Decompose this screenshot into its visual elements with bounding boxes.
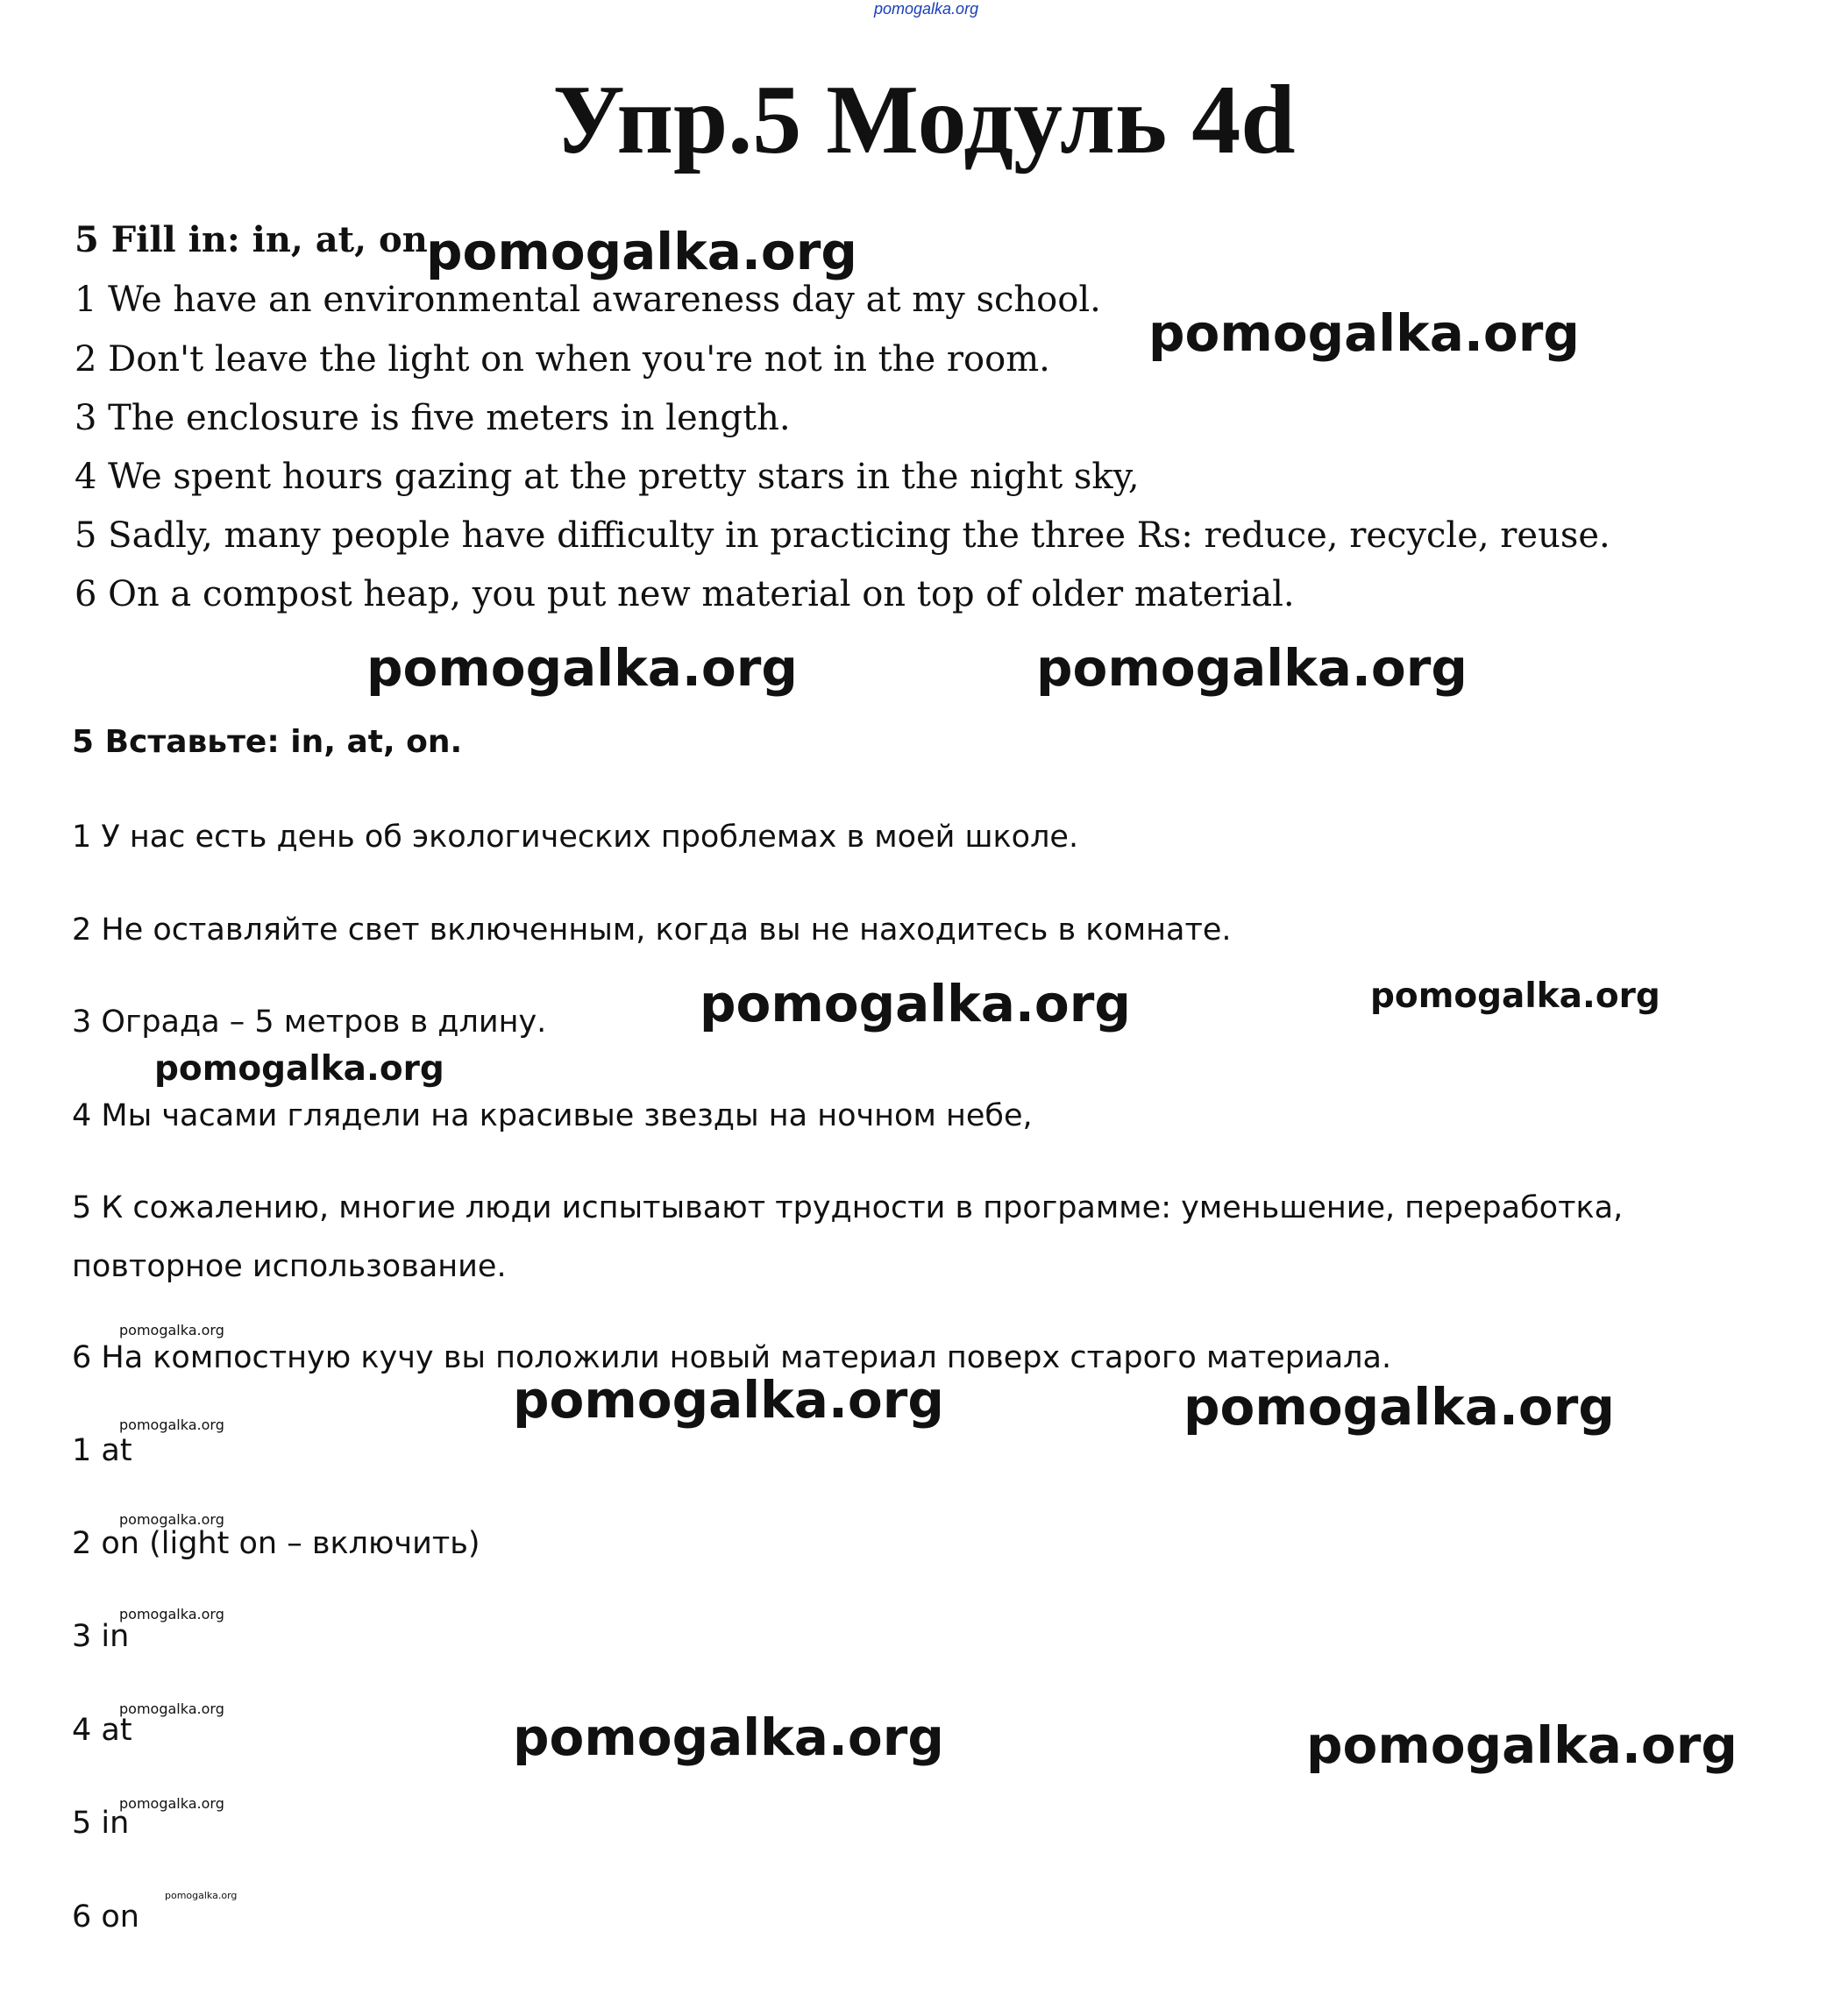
watermark: pomogalka.org [1370, 976, 1660, 1016]
watermark-small: pomogalka.org [119, 1511, 224, 1528]
answer-4: 4 at [72, 1713, 132, 1748]
translation-line-1: 1 У нас есть день об экологических проблемах в моей школе. [72, 820, 1079, 855]
translation-line-3: 3 Ограда – 5 метров в длину. [72, 1005, 547, 1040]
exercise-heading-en: 5 Fill in: in, at, on. [75, 219, 440, 260]
watermark-tiny: pomogalka.org [165, 1890, 238, 1901]
exercise-line-en-6: 6 On a compost heap, you put new material on top of older material. [75, 574, 1295, 614]
answer-1: 1 at [72, 1433, 132, 1468]
watermark: pomogalka.org [1306, 1715, 1738, 1775]
exercise-line-en-3: 3 The enclosure is five meters in length. [75, 398, 791, 438]
exercise-line-en-4: 4 We spent hours gazing at the pretty stars in the night sky, [75, 457, 1140, 497]
watermark: pomogalka.org [1183, 1377, 1615, 1437]
watermark-small: pomogalka.org [119, 1700, 224, 1717]
watermark: pomogalka.org [366, 638, 798, 698]
watermark: pomogalka.org [426, 222, 857, 281]
watermark: pomogalka.org [1036, 638, 1468, 698]
watermark-small: pomogalka.org [119, 1322, 224, 1338]
translation-line-4: 4 Мы часами глядели на красивые звезды на ночном небе, [72, 1098, 1033, 1133]
watermark-small: pomogalka.org [119, 1795, 224, 1812]
exercise-line-en-2: 2 Don't leave the light on when you're not in the room. [75, 339, 1050, 380]
top-site-link[interactable]: pomogalka.org [874, 0, 979, 18]
watermark: pomogalka.org [513, 1707, 944, 1767]
watermark: pomogalka.org [513, 1370, 944, 1430]
answer-3: 3 in [72, 1619, 130, 1654]
page-title: Упр.5 Модуль 4d [552, 66, 1296, 174]
answer-6: 6 on [72, 1899, 139, 1935]
watermark-small: pomogalka.org [119, 1416, 224, 1433]
watermark-small: pomogalka.org [119, 1606, 224, 1622]
exercise-line-en-1: 1 We have an environmental awareness day at my school. [75, 280, 1101, 320]
translation-line-6: 6 На компостную кучу вы положили новый материал поверх старого материала. [72, 1340, 1392, 1375]
exercise-heading-ru: 5 Вставьте: in, at, on. [72, 724, 463, 760]
watermark: pomogalka.org [1148, 303, 1580, 363]
watermark: pomogalka.org [154, 1049, 444, 1089]
exercise-line-en-5: 5 Sadly, many people have difficulty in practicing the three Rs: reduce, recycle, reuse. [75, 515, 1610, 556]
translation-line-5-cont: повторное использование. [72, 1249, 507, 1284]
answer-2: 2 on (light on – включить) [72, 1526, 480, 1561]
answer-5: 5 in [72, 1806, 130, 1841]
watermark: pomogalka.org [700, 974, 1131, 1033]
translation-line-5: 5 К сожалению, многие люди испытывают трудности в программе: уменьшение, переработка, [72, 1190, 1624, 1225]
translation-line-2: 2 Не оставляйте свет включенным, когда вы не находитесь в комнате. [72, 912, 1232, 948]
